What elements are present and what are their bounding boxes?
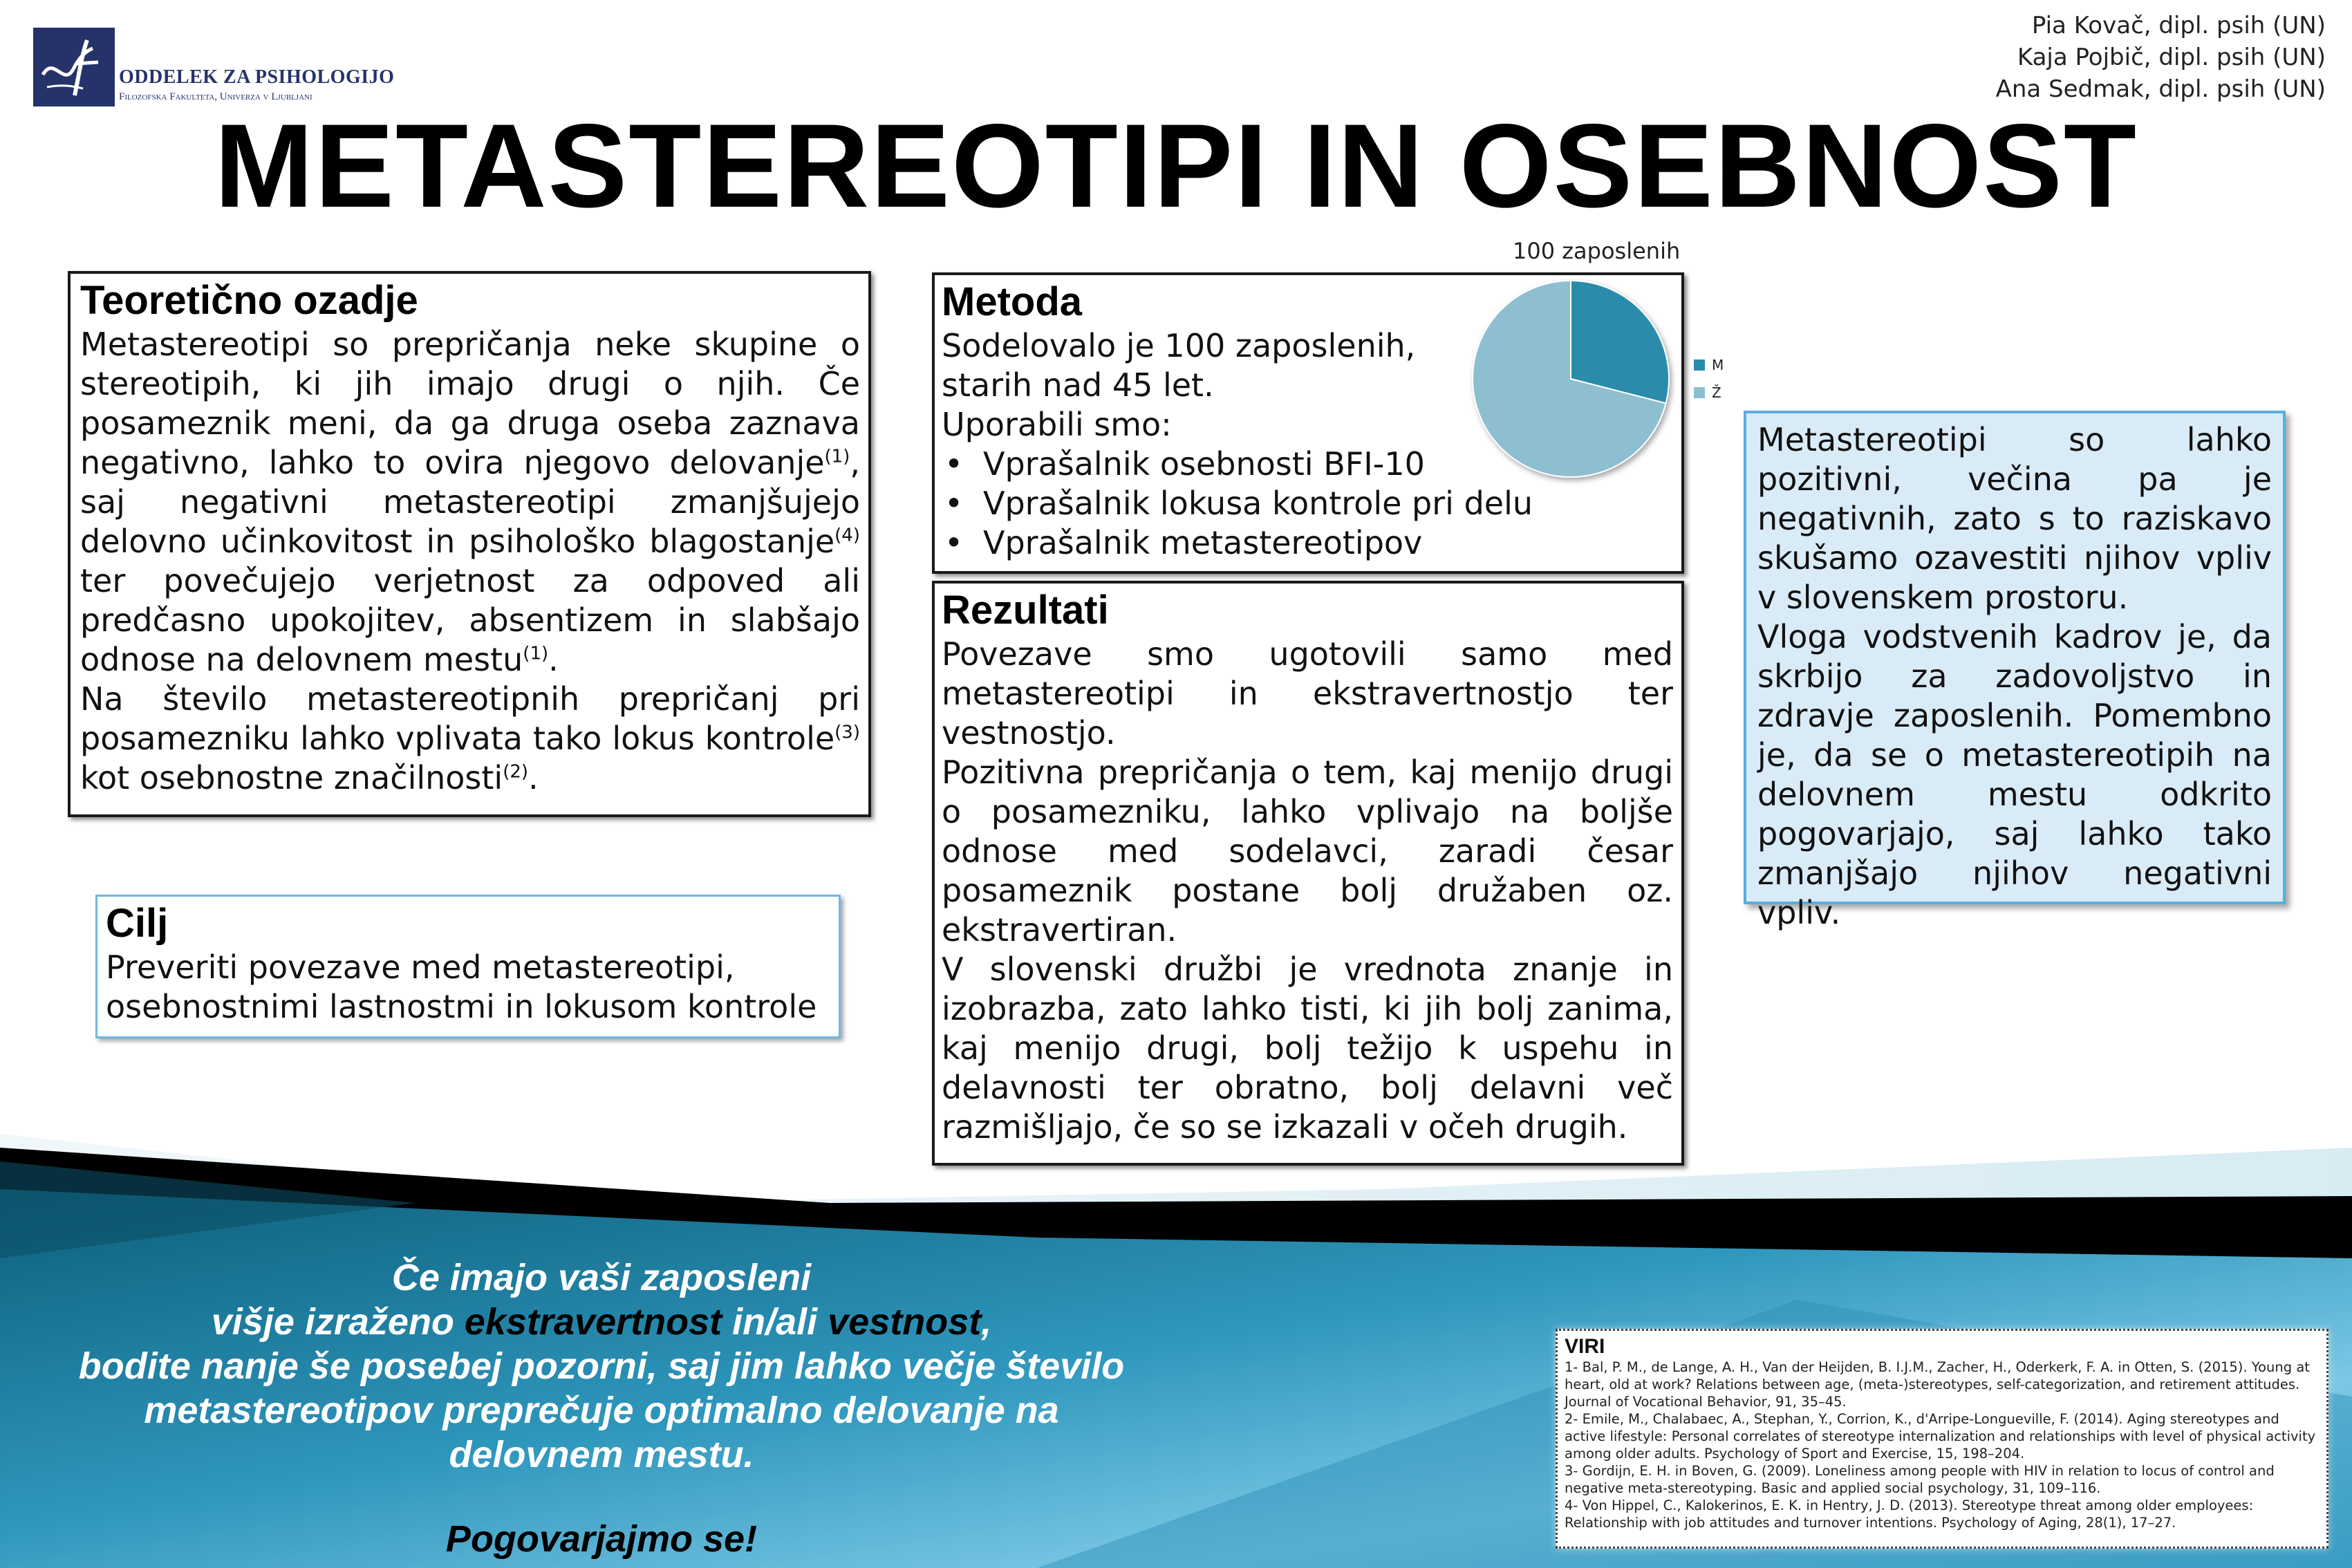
cta-line-2-part-e: , xyxy=(981,1301,992,1343)
legend-item xyxy=(1694,351,1724,379)
author-2: Kaja Pojbič, dipl. psih (UN) xyxy=(2017,44,2326,71)
cta-highlight-extraversion: ekstravertnost xyxy=(464,1301,722,1343)
theory-p1-part-c: ter povečujejo verjetnost za odpoved ali predčasno upokojitev, absentizem in slabšajo odnose na delovnem mestu xyxy=(80,562,860,678)
legend-swatch-m xyxy=(1694,360,1705,371)
author-1: Pia Kovač, dipl. psih (UN) xyxy=(2031,12,2326,39)
legend-label-m: M xyxy=(1712,357,1724,373)
pie-legend xyxy=(1694,351,1724,407)
conclusion-paragraph-1: Metastereotipi so lahko pozitivni, večina pa je negativnih, zato s to raziskavo skušamo ozavestiti njihov vpliv v slovenskem prostoru. xyxy=(1757,421,2272,616)
aim-line-1: Preveriti povezave med metastereotipi, xyxy=(106,949,735,986)
pie-slices xyxy=(1473,281,1669,477)
theory-box xyxy=(68,271,871,817)
call-to-action xyxy=(69,1256,1134,1561)
citation-ref: (3) xyxy=(834,722,860,743)
author-3: Ana Sedmak, dipl. psih (UN) xyxy=(1995,75,2326,103)
theory-heading: Teoretično ozadje xyxy=(80,278,418,323)
method-heading: Metoda xyxy=(942,279,1082,324)
aim-box xyxy=(95,895,841,1038)
theory-p2-part-b: kot osebnostne značilnosti xyxy=(80,759,503,796)
conclusion-box xyxy=(1744,411,2286,931)
results-paragraph-3: V slovenski družbi je vrednota znanje in izobrazba, zato lahko tisti, ki jih bolj zanima, kaj menijo drugi, bolj težijo k uspehu in delavnosti ter obratno, bolj delavni več razmišljajo, če so se izkazali v očeh drugih. xyxy=(942,951,1673,1146)
citation-ref: (4) xyxy=(834,525,860,546)
theory-text xyxy=(80,325,860,798)
pie-chart-title: 100 zaposlenih xyxy=(1513,238,1681,264)
logo-faculty-name: Filozofska Fakulteta, Univerza v Ljubljani xyxy=(119,91,312,102)
cta-line-1: Če imajo vaši zaposleni xyxy=(391,1257,812,1298)
reference-item: 2- Emile, M., Chalabaec, A., Stephan, Y., Corrion, K., d'Arripe-Longueville, F. (2014). Aging stereotypes and active lifestyle: Personal correlates of stereotype internalization and relationships with level of physical activity among older adults. Psychology of Sport and Exercise, 15, 198–204. xyxy=(1565,1411,2316,1462)
logo-department-name: ODDELEK ZA PSIHOLOGIJO xyxy=(119,66,395,88)
authors xyxy=(1996,10,2326,105)
results-box xyxy=(932,581,1684,1166)
results-paragraph-1: Povezave smo ugotovili samo med metastereotipi in ekstravertnostjo ter vestnostjo. xyxy=(942,635,1673,752)
logo-mark xyxy=(33,28,115,106)
theory-p2-part-a: Na število metastereotipnih prepričanj pri posamezniku lahko vplivata tako lokus kontrole xyxy=(80,680,860,757)
legend-item xyxy=(1694,379,1724,407)
conclusion-text xyxy=(1757,420,2272,933)
results-paragraph-2: Pozitivna prepričanja o tem, kaj menijo drugi o posamezniku, lahko vplivajo na boljše odnose med sodelavci, zaradi česar posameznik postane bolj družaben oz. ekstravertiran. xyxy=(942,754,1673,949)
citation-ref: (1) xyxy=(824,446,850,467)
legend-label-z: Ž xyxy=(1712,384,1721,401)
method-line-3: Uporabili smo: xyxy=(942,406,1172,443)
results-heading: Rezultati xyxy=(942,588,1109,633)
cta-highlight-conscientiousness: vestnost xyxy=(828,1301,982,1343)
theory-p2-part-c: . xyxy=(528,759,539,796)
citation-ref: (2) xyxy=(503,761,529,783)
cta-line-2-part-a: višje izraženo xyxy=(211,1301,465,1343)
citation-ref: (1) xyxy=(523,643,549,664)
cta-final: Pogovarjajmo se! xyxy=(445,1518,758,1560)
list-item: • Vprašalnik lokusa kontrole pri delu xyxy=(942,484,1673,523)
reference-item: 1- Bal, P. M., de Lange, A. H., Van der Heijden, B. I.J.M., Zacher, H., Oderkerk, F. A. in Otten, S. (2015). Young at heart, old at work? Relations between age, (meta-)stereotypes, self-categorization, and retirement attitudes. Journal of Vocational Behavior, 91, 35–45. xyxy=(1565,1359,2310,1410)
results-text xyxy=(942,635,1673,1147)
legend-swatch-z xyxy=(1694,387,1705,398)
cta-line-3: bodite nanje še posebej pozorni, saj jim lahko večje število xyxy=(78,1345,1125,1387)
theory-p1-part-a: Metastereotipi so prepričanja neke skupine o stereotipih, ki jih imajo drugi o njih. Če posameznik meni, da ga druga oseba zaznava negativno, lahko to ovira njegovo delovanje xyxy=(80,326,860,481)
references-list xyxy=(1565,1359,2320,1531)
aim-heading: Cilj xyxy=(106,901,169,946)
aim-text xyxy=(106,948,830,1027)
theory-paragraph-1 xyxy=(80,325,860,680)
list-item: • Vprašalnik osebnosti BFI-10 xyxy=(942,445,1673,484)
pie-chart xyxy=(1452,275,1680,496)
cta-line-4: metastereotipov preprečuje optimalno delovanje na delovnem mestu. xyxy=(144,1390,1059,1475)
cta-line-2 xyxy=(69,1300,1134,1344)
conclusion-paragraph-2: Vloga vodstvenih kadrov je, da skrbijo za zadovoljstvo in zdravje zaposlenih. Pomembno je, da se o metastereotipih na delovnem mestu odkrito pogovarjajo, saj lahko tako zmanjšajo njihov negativni vpliv. xyxy=(1757,618,2272,931)
cta-line-2-part-c: in/ali xyxy=(722,1301,828,1343)
reference-item: 3- Gordijn, E. H. in Boven, G. (2009). Loneliness among people with HIV in relation to locus of control and negative meta-stereotyping. Basic and applied social psychology, 31, 109–116. xyxy=(1565,1463,2275,1496)
department-logo xyxy=(33,26,395,109)
method-line-2: starih nad 45 let. xyxy=(942,366,1214,404)
theory-paragraph-2 xyxy=(80,680,860,798)
list-item: • Vprašalnik metastereotipov xyxy=(942,523,1673,563)
reference-item: 4- Von Hippel, C., Kalokerinos, E. K. in Hentry, J. D. (2013). Stereotype threat among older employees: Relationship with job attitudes and turnover intentions. Psychology of Aging, 28(1), 17–27. xyxy=(1565,1497,2254,1531)
method-line-1: Sodelovalo je 100 zaposlenih, xyxy=(942,327,1416,364)
aim-line-2: osebnostnimi lastnostmi in lokusom kontrole xyxy=(106,988,817,1025)
references-title: VIRI xyxy=(1565,1335,1605,1358)
theory-p1-part-b: , saj negativni metastereotipi zmanjšujejo delovno učinkovitost in psihološko blagostanje xyxy=(80,444,860,560)
poster-title: METASTEREOTIPI IN OSEBNOST xyxy=(214,100,2138,232)
references-box xyxy=(1556,1329,2328,1549)
theory-p1-part-d: . xyxy=(548,641,559,678)
